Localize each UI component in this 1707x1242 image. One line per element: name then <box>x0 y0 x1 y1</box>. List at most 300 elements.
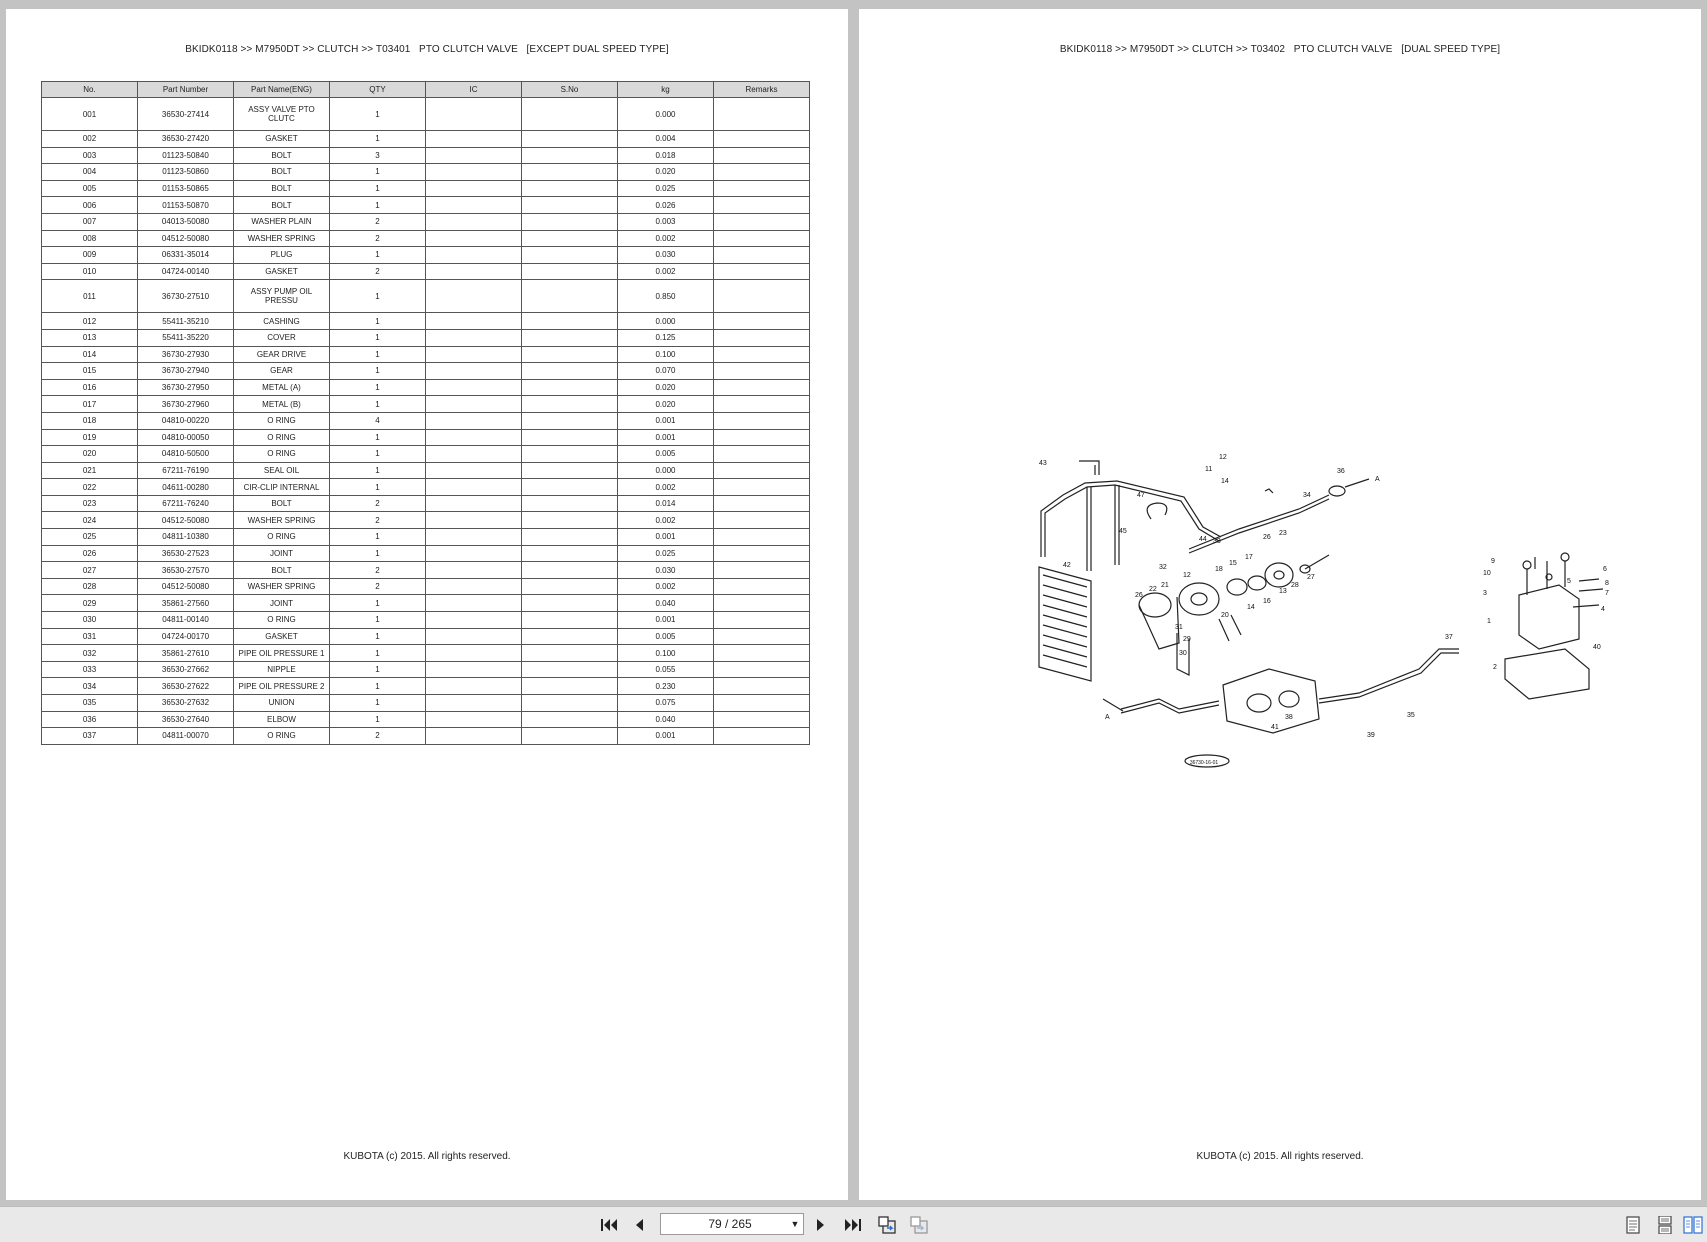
row-no-cell: 026 <box>42 545 138 562</box>
column-header: Part Name(ENG) <box>234 82 330 98</box>
qty-cell: 3 <box>330 147 426 164</box>
ic-cell <box>426 578 522 595</box>
continuous-view-icon[interactable] <box>1654 1214 1676 1236</box>
callout: 29 <box>1183 636 1191 643</box>
callout: 26 <box>1263 534 1271 541</box>
ic-cell <box>426 429 522 446</box>
callout: 14 <box>1221 478 1229 485</box>
column-header: No. <box>42 82 138 98</box>
callout: 33 <box>1213 538 1221 545</box>
remarks-cell <box>714 578 810 595</box>
weight-kg-cell: 0.055 <box>618 661 714 678</box>
callout: 47 <box>1137 492 1145 499</box>
column-header: Remarks <box>714 82 810 98</box>
qty-cell: 1 <box>330 346 426 363</box>
part-name-cell: PLUG <box>234 247 330 264</box>
next-page-icon[interactable] <box>810 1214 832 1236</box>
left-page <box>6 9 848 1200</box>
table-row <box>42 98 810 131</box>
qty-cell: 1 <box>330 661 426 678</box>
qty-cell: 2 <box>330 230 426 247</box>
serial-no-cell <box>522 462 618 479</box>
part-name-cell: WASHER SPRING <box>234 230 330 247</box>
part-number-cell: 67211-76190 <box>138 462 234 479</box>
part-number-cell: 04611-00280 <box>138 479 234 496</box>
row-no-cell: 011 <box>42 280 138 313</box>
serial-no-cell <box>522 628 618 645</box>
serial-no-cell <box>522 595 618 612</box>
ic-cell <box>426 479 522 496</box>
part-name-cell: O RING <box>234 412 330 429</box>
ic-cell <box>426 728 522 745</box>
row-no-cell: 008 <box>42 230 138 247</box>
row-no-cell: 002 <box>42 131 138 148</box>
remarks-cell <box>714 529 810 546</box>
weight-kg-cell: 0.070 <box>618 363 714 380</box>
qty-cell: 1 <box>330 628 426 645</box>
serial-no-cell <box>522 164 618 181</box>
remarks-cell <box>714 661 810 678</box>
remarks-cell <box>714 695 810 712</box>
part-name-cell: GEAR DRIVE <box>234 346 330 363</box>
qty-cell: 2 <box>330 495 426 512</box>
row-no-cell: 030 <box>42 612 138 629</box>
ic-cell <box>426 197 522 214</box>
callout: 11 <box>1205 466 1213 473</box>
row-no-cell: 032 <box>42 645 138 662</box>
table-row <box>42 628 810 645</box>
ic-cell <box>426 164 522 181</box>
remarks-cell <box>714 379 810 396</box>
chevron-down-icon[interactable]: ▼ <box>790 1219 800 1229</box>
callout: 12 <box>1219 454 1227 461</box>
drawing-id: 36730-16-01 <box>1189 760 1219 766</box>
callout: 20 <box>1221 612 1229 619</box>
qty-cell: 2 <box>330 562 426 579</box>
ic-cell <box>426 313 522 330</box>
part-name-cell: BOLT <box>234 562 330 579</box>
row-no-cell: 009 <box>42 247 138 264</box>
remarks-cell <box>714 512 810 529</box>
part-number-cell: 36530-27632 <box>138 695 234 712</box>
callout: 8 <box>1605 580 1609 587</box>
weight-kg-cell: 0.230 <box>618 678 714 695</box>
serial-no-cell <box>522 247 618 264</box>
row-no-cell: 033 <box>42 661 138 678</box>
remarks-cell <box>714 711 810 728</box>
callout: 5 <box>1567 578 1571 585</box>
ic-cell <box>426 280 522 313</box>
row-no-cell: 022 <box>42 479 138 496</box>
row-no-cell: 015 <box>42 363 138 380</box>
table-row <box>42 578 810 595</box>
callout: 14 <box>1247 604 1255 611</box>
callout: 23 <box>1279 530 1287 537</box>
ic-cell <box>426 131 522 148</box>
weight-kg-cell: 0.850 <box>618 280 714 313</box>
part-number-cell: 04512-50080 <box>138 578 234 595</box>
weight-kg-cell: 0.002 <box>618 578 714 595</box>
ic-cell <box>426 678 522 695</box>
table-row <box>42 412 810 429</box>
part-name-cell: UNION <box>234 695 330 712</box>
weight-kg-cell: 0.040 <box>618 595 714 612</box>
part-number-cell: 04724-00170 <box>138 628 234 645</box>
weight-kg-cell: 0.125 <box>618 329 714 346</box>
ic-cell <box>426 230 522 247</box>
callout: 35 <box>1407 712 1415 719</box>
qty-cell: 2 <box>330 728 426 745</box>
serial-no-cell <box>522 180 618 197</box>
callout: A <box>1105 714 1110 721</box>
row-no-cell: 025 <box>42 529 138 546</box>
serial-no-cell <box>522 346 618 363</box>
remarks-cell <box>714 346 810 363</box>
weight-kg-cell: 0.005 <box>618 628 714 645</box>
part-number-cell: 36730-27510 <box>138 280 234 313</box>
serial-no-cell <box>522 529 618 546</box>
remarks-cell <box>714 197 810 214</box>
part-name-cell: BOLT <box>234 495 330 512</box>
row-no-cell: 001 <box>42 98 138 131</box>
row-no-cell: 020 <box>42 446 138 463</box>
part-number-cell: 36530-27570 <box>138 562 234 579</box>
serial-no-cell <box>522 263 618 280</box>
row-no-cell: 027 <box>42 562 138 579</box>
part-number-cell: 36530-27622 <box>138 678 234 695</box>
qty-cell: 1 <box>330 429 426 446</box>
ic-cell <box>426 412 522 429</box>
remarks-cell <box>714 147 810 164</box>
remarks-cell <box>714 230 810 247</box>
callout: 4 <box>1601 606 1605 613</box>
table-row <box>42 346 810 363</box>
weight-kg-cell: 0.003 <box>618 213 714 230</box>
qty-cell: 1 <box>330 280 426 313</box>
ic-cell <box>426 329 522 346</box>
prev-page-icon[interactable] <box>628 1214 650 1236</box>
column-header: Part Number <box>138 82 234 98</box>
part-number-cell: 04811-00070 <box>138 728 234 745</box>
row-no-cell: 019 <box>42 429 138 446</box>
row-no-cell: 010 <box>42 263 138 280</box>
part-number-cell: 55411-35220 <box>138 329 234 346</box>
right-page <box>859 9 1701 1200</box>
part-name-cell: WASHER PLAIN <box>234 213 330 230</box>
callout: 43 <box>1039 460 1047 467</box>
part-name-cell: O RING <box>234 429 330 446</box>
weight-kg-cell: 0.025 <box>618 180 714 197</box>
row-no-cell: 017 <box>42 396 138 413</box>
callout: 12 <box>1183 572 1191 579</box>
table-row <box>42 462 810 479</box>
page-indicator: 79 / 265 <box>708 1217 752 1231</box>
part-name-cell: WASHER SPRING <box>234 578 330 595</box>
serial-no-cell <box>522 147 618 164</box>
part-name-cell: GASKET <box>234 131 330 148</box>
part-name-cell: PIPE OIL PRESSURE 1 <box>234 645 330 662</box>
part-name-cell: BOLT <box>234 197 330 214</box>
part-number-cell: 04512-50080 <box>138 230 234 247</box>
table-row <box>42 479 810 496</box>
exploded-parts-drawing <box>859 9 1701 1200</box>
part-name-cell: WASHER SPRING <box>234 512 330 529</box>
part-name-cell: ASSY PUMP OIL PRESSU <box>234 280 330 313</box>
table-row <box>42 280 810 313</box>
serial-no-cell <box>522 728 618 745</box>
callout: 2 <box>1493 664 1497 671</box>
part-name-cell: CIR-CLIP INTERNAL <box>234 479 330 496</box>
serial-no-cell <box>522 131 618 148</box>
qty-cell: 1 <box>330 645 426 662</box>
remarks-cell <box>714 628 810 645</box>
weight-kg-cell: 0.002 <box>618 263 714 280</box>
first-page-icon[interactable] <box>598 1214 620 1236</box>
callout: 1 <box>1487 618 1491 625</box>
table-row <box>42 180 810 197</box>
callout: 21 <box>1161 582 1169 589</box>
table-row <box>42 396 810 413</box>
column-header: IC <box>426 82 522 98</box>
qty-cell: 1 <box>330 479 426 496</box>
weight-kg-cell: 0.002 <box>618 230 714 247</box>
part-name-cell: NIPPLE <box>234 661 330 678</box>
part-number-cell: 01123-50860 <box>138 164 234 181</box>
part-name-cell: O RING <box>234 529 330 546</box>
last-page-icon[interactable] <box>842 1214 864 1236</box>
remarks-cell <box>714 280 810 313</box>
qty-cell: 1 <box>330 678 426 695</box>
qty-cell: 1 <box>330 711 426 728</box>
qty-cell: 1 <box>330 446 426 463</box>
ic-cell <box>426 346 522 363</box>
part-name-cell: JOINT <box>234 545 330 562</box>
part-name-cell: ASSY VALVE PTO CLUTC <box>234 98 330 131</box>
ic-cell <box>426 263 522 280</box>
table-row <box>42 213 810 230</box>
part-number-cell: 55411-35210 <box>138 313 234 330</box>
table-row <box>42 247 810 264</box>
callout: 37 <box>1445 634 1453 641</box>
serial-no-cell <box>522 711 618 728</box>
callout: 7 <box>1605 590 1609 597</box>
ic-cell <box>426 495 522 512</box>
table-row <box>42 595 810 612</box>
part-number-cell: 36530-27420 <box>138 131 234 148</box>
part-name-cell: COVER <box>234 329 330 346</box>
remarks-cell <box>714 678 810 695</box>
part-name-cell: GEAR <box>234 363 330 380</box>
ic-cell <box>426 545 522 562</box>
serial-no-cell <box>522 446 618 463</box>
table-row <box>42 512 810 529</box>
remarks-cell <box>714 98 810 131</box>
serial-no-cell <box>522 495 618 512</box>
qty-cell: 1 <box>330 329 426 346</box>
table-row <box>42 562 810 579</box>
ic-cell <box>426 98 522 131</box>
remarks-cell <box>714 247 810 264</box>
weight-kg-cell: 0.004 <box>618 131 714 148</box>
ic-cell <box>426 661 522 678</box>
qty-cell: 1 <box>330 545 426 562</box>
ic-cell <box>426 645 522 662</box>
callout: 17 <box>1245 554 1253 561</box>
serial-no-cell <box>522 197 618 214</box>
part-number-cell: 04512-50080 <box>138 512 234 529</box>
row-no-cell: 013 <box>42 329 138 346</box>
serial-no-cell <box>522 512 618 529</box>
callout: 41 <box>1271 724 1279 731</box>
qty-cell: 1 <box>330 363 426 380</box>
page-number-input[interactable] <box>660 1213 804 1235</box>
weight-kg-cell: 0.040 <box>618 711 714 728</box>
single-page-view-icon[interactable] <box>1622 1214 1644 1236</box>
ic-cell <box>426 595 522 612</box>
table-row <box>42 529 810 546</box>
row-no-cell: 006 <box>42 197 138 214</box>
callout: 16 <box>1263 598 1271 605</box>
row-no-cell: 036 <box>42 711 138 728</box>
part-number-cell: 36730-27930 <box>138 346 234 363</box>
serial-no-cell <box>522 213 618 230</box>
remarks-cell <box>714 446 810 463</box>
ic-cell <box>426 462 522 479</box>
ic-cell <box>426 711 522 728</box>
export-icon[interactable] <box>908 1214 930 1236</box>
part-name-cell: SEAL OIL <box>234 462 330 479</box>
remarks-cell <box>714 131 810 148</box>
row-no-cell: 037 <box>42 728 138 745</box>
part-number-cell: 36530-27640 <box>138 711 234 728</box>
callout: 15 <box>1229 560 1237 567</box>
row-no-cell: 005 <box>42 180 138 197</box>
remarks-cell <box>714 329 810 346</box>
remarks-cell <box>714 164 810 181</box>
table-row <box>42 678 810 695</box>
table-row <box>42 230 810 247</box>
table-row <box>42 329 810 346</box>
serial-no-cell <box>522 562 618 579</box>
remarks-cell <box>714 412 810 429</box>
callout: 44 <box>1199 536 1207 543</box>
serial-no-cell <box>522 396 618 413</box>
table-row <box>42 495 810 512</box>
part-name-cell: PIPE OIL PRESSURE 2 <box>234 678 330 695</box>
row-no-cell: 004 <box>42 164 138 181</box>
part-number-cell: 36730-27960 <box>138 396 234 413</box>
weight-kg-cell: 0.000 <box>618 462 714 479</box>
weight-kg-cell: 0.030 <box>618 247 714 264</box>
page-header: BKIDK0118 >> M7950DT >> CLUTCH >> T03401 PTO CLUTCH VALVE [EXCEPT DUAL SPEED TYPE] <box>185 44 669 55</box>
callout: 22 <box>1149 586 1157 593</box>
table-row <box>42 661 810 678</box>
part-number-cell: 01153-50865 <box>138 180 234 197</box>
callout: 45 <box>1119 528 1127 535</box>
qty-cell: 1 <box>330 595 426 612</box>
callout: 39 <box>1367 732 1375 739</box>
ic-cell <box>426 379 522 396</box>
row-no-cell: 029 <box>42 595 138 612</box>
qty-cell: 2 <box>330 512 426 529</box>
part-name-cell: O RING <box>234 728 330 745</box>
weight-kg-cell: 0.020 <box>618 164 714 181</box>
part-name-cell: O RING <box>234 446 330 463</box>
part-number-cell: 04013-50080 <box>138 213 234 230</box>
ic-cell <box>426 512 522 529</box>
remarks-cell <box>714 612 810 629</box>
qty-cell: 1 <box>330 379 426 396</box>
table-header-row <box>42 82 810 98</box>
callout: 18 <box>1215 566 1223 573</box>
weight-kg-cell: 0.000 <box>618 98 714 131</box>
qty-cell: 1 <box>330 396 426 413</box>
two-page-view-icon[interactable] <box>1682 1214 1704 1236</box>
row-no-cell: 003 <box>42 147 138 164</box>
serial-no-cell <box>522 363 618 380</box>
table-row <box>42 379 810 396</box>
serial-no-cell <box>522 479 618 496</box>
qty-cell: 1 <box>330 164 426 181</box>
serial-no-cell <box>522 280 618 313</box>
rotate-icon[interactable] <box>876 1214 898 1236</box>
table-row <box>42 545 810 562</box>
ic-cell <box>426 529 522 546</box>
part-number-cell: 36730-27940 <box>138 363 234 380</box>
remarks-cell <box>714 313 810 330</box>
weight-kg-cell: 0.001 <box>618 728 714 745</box>
serial-no-cell <box>522 578 618 595</box>
part-number-cell: 35861-27610 <box>138 645 234 662</box>
remarks-cell <box>714 728 810 745</box>
callout: 31 <box>1175 624 1183 631</box>
weight-kg-cell: 0.001 <box>618 429 714 446</box>
serial-no-cell <box>522 612 618 629</box>
serial-no-cell <box>522 429 618 446</box>
part-number-cell: 04811-00140 <box>138 612 234 629</box>
ic-cell <box>426 562 522 579</box>
qty-cell: 1 <box>330 612 426 629</box>
part-number-cell: 01153-50870 <box>138 197 234 214</box>
weight-kg-cell: 0.002 <box>618 479 714 496</box>
serial-no-cell <box>522 329 618 346</box>
table-row <box>42 446 810 463</box>
table-row <box>42 197 810 214</box>
serial-no-cell <box>522 98 618 131</box>
qty-cell: 2 <box>330 213 426 230</box>
qty-cell: 1 <box>330 313 426 330</box>
table-row <box>42 263 810 280</box>
qty-cell: 2 <box>330 263 426 280</box>
callout: 27 <box>1307 574 1315 581</box>
table-row <box>42 645 810 662</box>
callout: 38 <box>1285 714 1293 721</box>
remarks-cell <box>714 363 810 380</box>
column-header: S.No <box>522 82 618 98</box>
row-no-cell: 016 <box>42 379 138 396</box>
callout: 34 <box>1303 492 1311 499</box>
page-header: BKIDK0118 >> M7950DT >> CLUTCH >> T03402 PTO CLUTCH VALVE [DUAL SPEED TYPE] <box>1059 44 1501 55</box>
part-name-cell: METAL (B) <box>234 396 330 413</box>
serial-no-cell <box>522 695 618 712</box>
table-row <box>42 695 810 712</box>
part-name-cell: ELBOW <box>234 711 330 728</box>
table-row <box>42 363 810 380</box>
weight-kg-cell: 0.001 <box>618 412 714 429</box>
column-header: QTY <box>330 82 426 98</box>
ic-cell <box>426 446 522 463</box>
row-no-cell: 012 <box>42 313 138 330</box>
